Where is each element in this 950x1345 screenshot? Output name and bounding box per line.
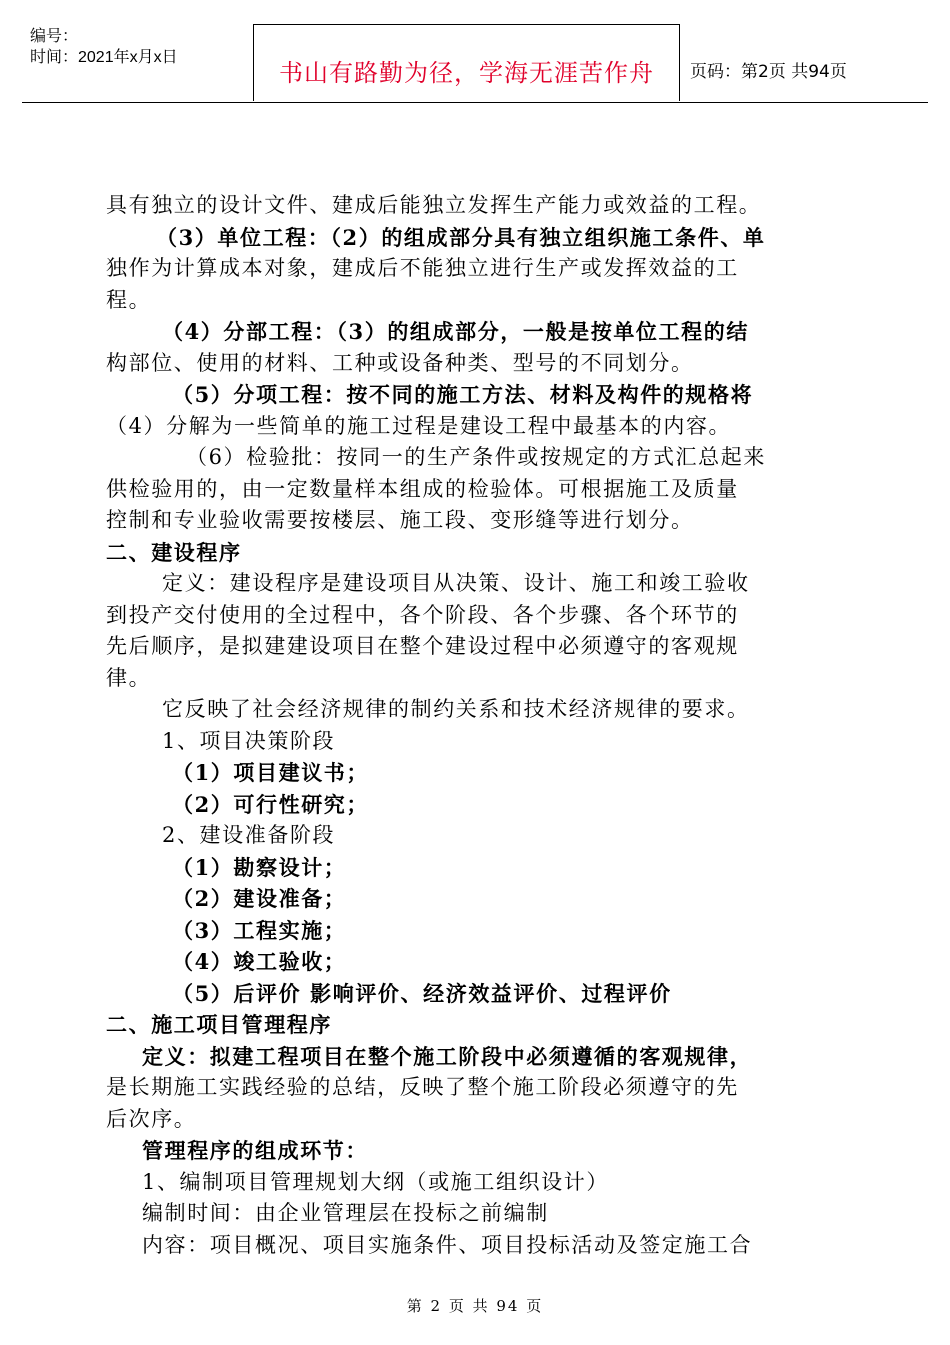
motto-box [253, 24, 680, 101]
body-line: 到投产交付使用的全过程中，各个阶段、各个步骤、各个环节的 [106, 602, 739, 627]
page-header [22, 24, 928, 103]
body-line: 定义：建设程序是建设项目从决策、设计、施工和竣工验收 [162, 571, 750, 595]
body-line: 编制时间：由企业管理层在投标之前编制 [142, 1201, 549, 1225]
section-heading: 二、施工项目管理程序 [106, 1012, 332, 1037]
header-meta [22, 24, 252, 104]
body-line: 构部位、使用的材料、工种或设备种类、型号的不同划分。 [106, 350, 694, 375]
subheading: 管理程序的组成环节： [142, 1138, 368, 1163]
body-line: 律。 [106, 665, 152, 690]
body-line: 后次序。 [106, 1106, 197, 1131]
list-heading: 1、项目决策阶段 [162, 728, 336, 753]
time-label: 时间：2021年x月x日 [30, 49, 178, 66]
list-item: （1）项目建议书； [172, 760, 370, 785]
body-line: 定义：拟建工程项目在整个施工阶段中必须遵循的客观规律， [142, 1043, 753, 1069]
page-footer: 第 2 页 共 94 页 [406, 1297, 544, 1315]
body-line: （6）检验批：按同一的生产条件或按规定的方式汇总起来 [186, 445, 766, 469]
body-line: 供检验用的，由一定数量样本组成的检验体。可根据施工及质量 [106, 476, 739, 501]
list-item: （1）勘察设计； [172, 854, 347, 880]
body-line: 它反映了社会经济规律的制约关系和技术经济规律的要求。 [162, 697, 750, 721]
list-item: （5）后评价 影响评价、经济效益评价、过程评价 [172, 980, 672, 1006]
body-line: 内容：项目概况、项目实施条件、项目投标活动及签定施工合 [142, 1232, 753, 1257]
document-body [106, 190, 846, 1261]
body-line: 独作为计算成本对象，建成后不能独立进行生产或发挥效益的工 [106, 256, 739, 280]
list-item: （4）竣工验收； [172, 949, 347, 974]
list-heading: 1、编制项目管理规划大纲（或施工组织设计） [142, 1169, 609, 1194]
body-line: 是长期施工实践经验的总结，反映了整个施工阶段必须遵守的先 [106, 1075, 739, 1099]
section-heading: 二、建设程序 [106, 539, 242, 565]
list-item: （3）工程实施； [172, 917, 347, 943]
body-line: （3）单位工程：（2）的组成部分具有独立组织施工条件、单 [156, 224, 766, 250]
page-number-label: 页码：第2页 共94页 [690, 62, 847, 82]
list-item: （2）建设准备； [172, 886, 347, 911]
list-heading: 2、建设准备阶段 [162, 823, 336, 847]
list-item: （2）可行性研究； [172, 791, 370, 817]
serial-label: 编号： [30, 28, 79, 45]
body-line: （4）分部工程：（3）的组成部分，一般是按单位工程的结 [162, 319, 749, 344]
body-line: 控制和专业验收需要按楼层、施工段、变形缝等进行划分。 [106, 508, 694, 532]
body-line: （4）分解为一些简单的施工过程是建设工程中最基本的内容。 [106, 413, 732, 438]
body-line: 程。 [106, 287, 152, 312]
body-line: （5）分项工程：按不同的施工方法、材料及构件的规格将 [172, 382, 754, 407]
motto-text: 书山有路勤为径，学海无涯苦作舟 [279, 59, 654, 87]
body-line: 具有独立的设计文件、建成后能独立发挥生产能力或效益的工程。 [106, 193, 762, 217]
body-line: 先后顺序，是拟建建设项目在整个建设过程中必须遵守的客观规 [106, 634, 739, 658]
